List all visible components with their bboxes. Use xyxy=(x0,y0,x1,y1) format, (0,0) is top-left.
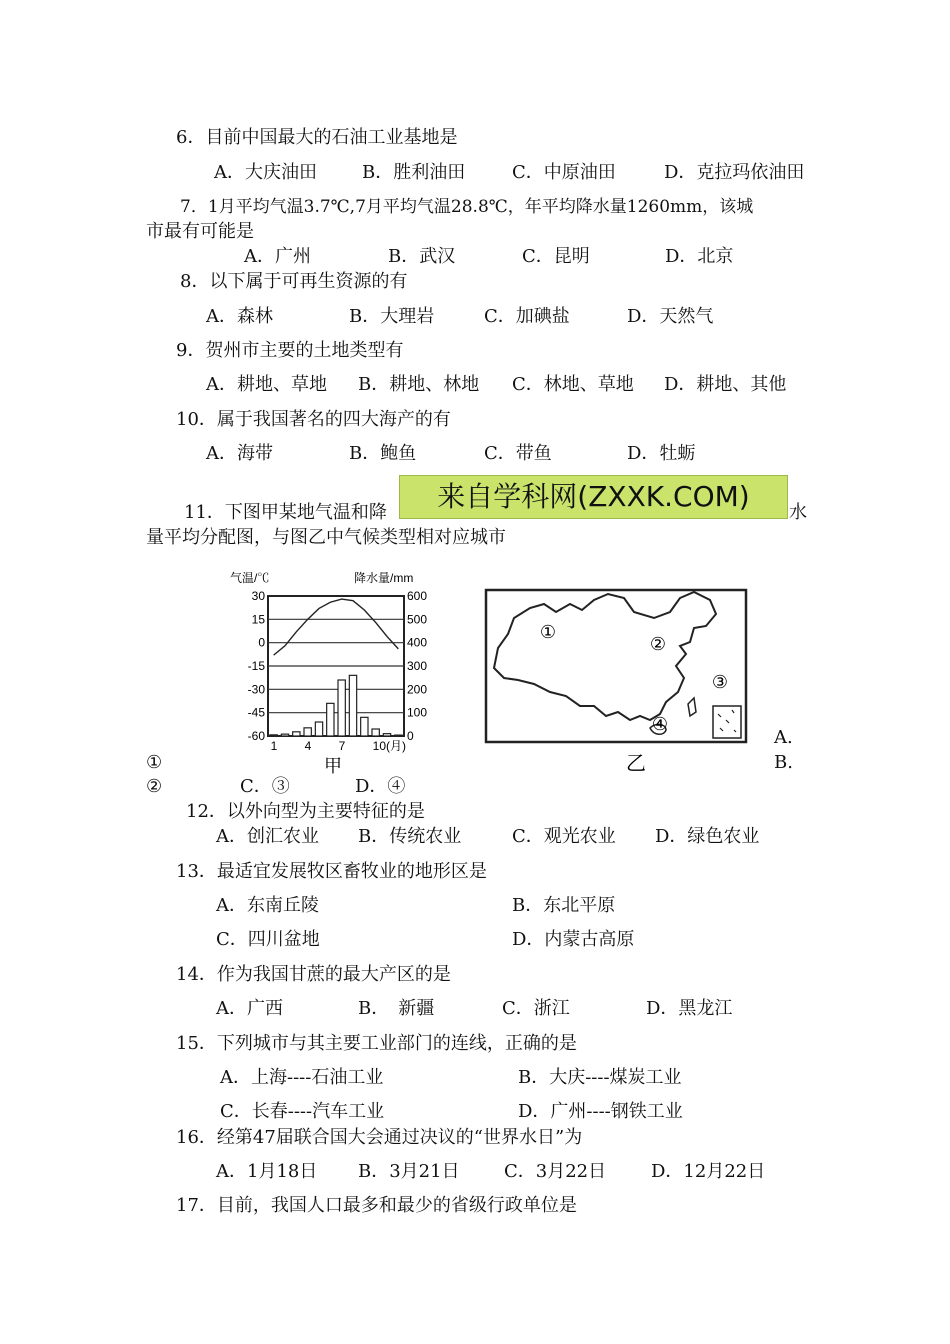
q13-option-c: C．四川盆地 xyxy=(216,929,320,950)
precip-bar xyxy=(361,717,368,736)
x-tick-label: 10(月) xyxy=(372,739,407,753)
q9-option-a: A．耕地、草地 xyxy=(206,374,327,395)
right-tick-label: 600 xyxy=(407,589,428,603)
temperature-line xyxy=(274,599,399,655)
left-tick-label: -60 xyxy=(247,729,265,743)
q12-option-b: B．传统农业 xyxy=(358,826,462,847)
q13-option-b: B．东北平原 xyxy=(512,895,616,916)
q14-option-a: A．广西 xyxy=(216,998,283,1019)
map-marker-3: ③ xyxy=(711,672,729,693)
map-marker-1: ① xyxy=(539,622,557,643)
precipitation-bars xyxy=(270,675,402,736)
q6-option-b: B．胜利油田 xyxy=(362,162,466,183)
precip-bar xyxy=(304,728,311,736)
q11-stem-start: 11．下图甲某地气温和降 xyxy=(184,502,387,523)
q14-option-c: C．浙江 xyxy=(502,998,570,1019)
q7-option-c: C．昆明 xyxy=(522,246,590,267)
temperature-curve xyxy=(274,599,399,655)
precip-bar xyxy=(281,734,288,736)
left-tick-label: 15 xyxy=(251,612,265,627)
left-tick-label: 30 xyxy=(251,589,265,603)
q8-stem: 8．以下属于可再生资源的有 xyxy=(180,271,408,292)
q7-stem-line2: 市最有可能是 xyxy=(146,221,254,242)
q8-option-b: B．大理岩 xyxy=(349,306,435,327)
q11-option-c: C．③ xyxy=(240,776,290,797)
x-tick-label: 7 xyxy=(338,739,346,753)
q6-stem: 6．目前中国最大的石油工业基地是 xyxy=(176,127,458,148)
right-tick-label: 500 xyxy=(407,612,428,627)
precip-bar xyxy=(270,735,277,736)
left-axis-title: 气温/℃ xyxy=(230,571,270,585)
precip-bar xyxy=(395,735,402,736)
precip-bar xyxy=(315,722,322,736)
q8-option-c: C．加碘盐 xyxy=(484,306,570,327)
map-marker-4: ④ xyxy=(651,714,669,735)
q11-option-d: D．④ xyxy=(355,776,406,797)
china-map-yi xyxy=(484,588,754,774)
china-outline xyxy=(494,592,716,720)
taiwan-island xyxy=(688,698,696,716)
climate-chart-grid xyxy=(268,596,404,736)
x-tick-label: 1 xyxy=(270,739,278,753)
q6-option-d: D．克拉玛依油田 xyxy=(664,162,805,183)
q12-option-d: D．绿色农业 xyxy=(655,826,760,847)
watermark-banner: 来自学科网(ZXXK.COM) xyxy=(399,475,788,519)
q10-option-b: B．鲍鱼 xyxy=(349,443,417,464)
climate-chart-jia xyxy=(228,568,464,776)
q13-option-a: A．东南丘陵 xyxy=(216,895,319,916)
q9-option-c: C．林地、草地 xyxy=(512,374,634,395)
q16-stem: 16．经第47届联合国大会通过决议的“世界水日”为 xyxy=(176,1127,583,1148)
right-tick-label: 300 xyxy=(407,659,428,673)
q15-option-c: C．长春----汽车工业 xyxy=(220,1101,385,1122)
precip-bar xyxy=(383,734,390,736)
q11-option-b-number: ② xyxy=(146,776,163,797)
q12-stem: 12．以外向型为主要特征的是 xyxy=(186,801,425,822)
precip-bar xyxy=(349,675,356,736)
precip-bar xyxy=(327,703,334,736)
map-caption: 乙 xyxy=(626,753,646,774)
q13-stem: 13．最适宜发展牧区畜牧业的地形区是 xyxy=(176,861,487,882)
q6-option-a: A．大庆油田 xyxy=(214,162,317,183)
q9-option-d: D．耕地、其他 xyxy=(664,374,787,395)
q12-option-a: A．创汇农业 xyxy=(216,826,319,847)
precip-bar xyxy=(372,729,379,736)
q10-stem: 10．属于我国著名的四大海产的有 xyxy=(176,409,451,430)
q11-option-b-label: B. xyxy=(774,752,793,773)
q16-option-b: B．3月21日 xyxy=(358,1161,460,1182)
q16-option-c: C．3月22日 xyxy=(504,1161,607,1182)
q13-option-d: D．内蒙古高原 xyxy=(512,929,635,950)
q11-option-a-label: A. xyxy=(774,727,793,748)
q7-option-b: B．武汉 xyxy=(388,246,456,267)
q8-option-a: A．森林 xyxy=(206,306,273,327)
left-tick-label: -15 xyxy=(247,659,265,673)
q15-option-a: A．上海----石油工业 xyxy=(220,1067,384,1088)
q11-stem-end: 水 xyxy=(789,502,807,523)
map-marker-2: ② xyxy=(649,634,667,655)
q9-option-b: B．耕地、林地 xyxy=(358,374,480,395)
q16-option-d: D．12月22日 xyxy=(651,1161,766,1182)
q8-option-d: D．天然气 xyxy=(627,306,714,327)
q15-option-b: B．大庆----煤炭工业 xyxy=(518,1067,682,1088)
q10-option-c: C．带鱼 xyxy=(484,443,552,464)
left-tick-label: -30 xyxy=(247,682,265,697)
q15-stem: 15．下列城市与其主要工业部门的连线，正确的是 xyxy=(176,1033,577,1054)
q12-option-c: C．观光农业 xyxy=(512,826,616,847)
right-tick-label: 0 xyxy=(407,729,414,743)
q14-option-d: D．黑龙江 xyxy=(646,998,733,1019)
q11-stem-line2: 量平均分配图，与图乙中气候类型相对应城市 xyxy=(146,527,506,548)
q14-option-b: B． 新疆 xyxy=(358,998,435,1019)
q7-stem-line1: 7．1月平均气温3.7℃,7月平均气温28.8℃，年平均降水量1260mm，该城 xyxy=(180,197,754,217)
south-sea-inset xyxy=(713,706,741,738)
climate-chart-labels xyxy=(230,570,427,776)
right-tick-label: 100 xyxy=(407,705,428,720)
south-sea-islands xyxy=(718,710,736,732)
q17-stem: 17．目前，我国人口最多和最少的省级行政单位是 xyxy=(176,1195,577,1216)
q14-stem: 14．作为我国甘蔗的最大产区的是 xyxy=(176,964,451,985)
x-tick-label: 4 xyxy=(304,739,312,753)
right-axis-title: 降水量/mm xyxy=(354,571,414,585)
right-tick-label: 200 xyxy=(407,682,428,697)
left-tick-label: -45 xyxy=(247,705,265,720)
q10-option-d: D．牡蛎 xyxy=(627,443,696,464)
q9-stem: 9．贺州市主要的土地类型有 xyxy=(176,340,404,361)
q7-option-a: A．广州 xyxy=(244,246,311,267)
q10-option-a: A．海带 xyxy=(206,443,273,464)
precip-bar xyxy=(293,732,300,736)
map-frame xyxy=(486,590,746,742)
right-tick-label: 400 xyxy=(407,635,428,650)
q7-option-d: D．北京 xyxy=(665,246,734,267)
q15-option-d: D．广州----钢铁工业 xyxy=(518,1101,683,1122)
q11-option-a-number: ① xyxy=(146,752,163,773)
left-tick-label: 0 xyxy=(258,635,265,650)
q6-option-c: C．中原油田 xyxy=(512,162,616,183)
chart-caption: 甲 xyxy=(324,756,342,776)
precip-bar xyxy=(338,680,345,736)
q16-option-a: A．1月18日 xyxy=(216,1161,318,1182)
